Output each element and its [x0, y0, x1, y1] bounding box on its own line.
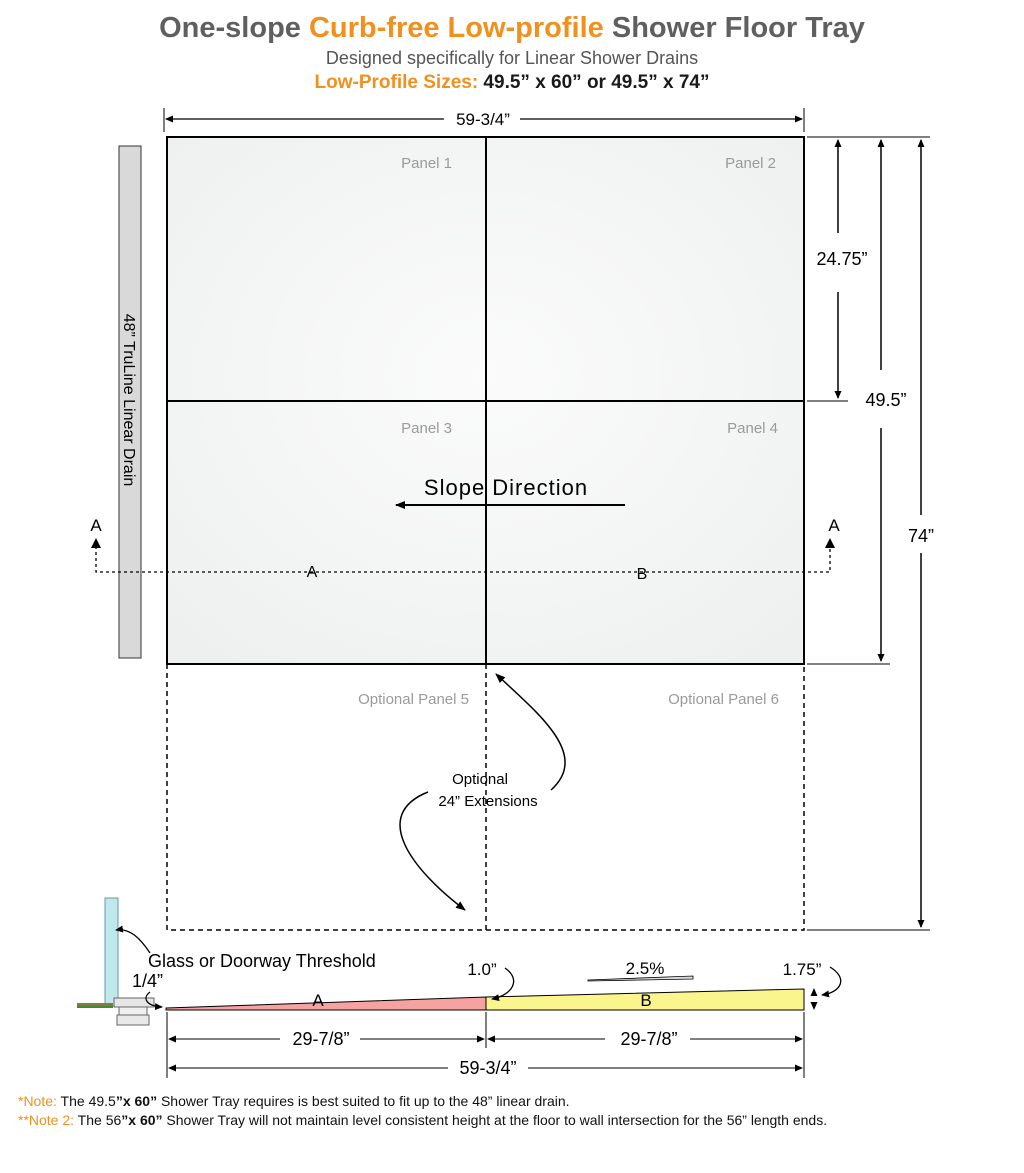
mid-height-label: 1.0” [467, 960, 497, 979]
drain-outlet [119, 1007, 147, 1015]
plan-section-a-label: A [306, 564, 318, 581]
optional-panel-5-label: Optional Panel 5 [358, 691, 469, 708]
half-width-right-label: 29-7/8” [620, 1029, 678, 1049]
page-title: One-slope Curb-free Low-profile Shower Floor Tray [159, 12, 865, 44]
tray-panels [167, 137, 804, 664]
cross-section [77, 898, 841, 1078]
note-1: *Note: The 49.5”x 60” Shower Tray requires is best suited to fit up to the 48” linear drain. [18, 1093, 570, 1109]
panel-depth-label: 24.75” [816, 249, 868, 269]
sizes-line: Low-Profile Sizes: 49.5” x 60” or 49.5” x 74” [314, 72, 710, 93]
half-width-left-label: 29-7/8” [292, 1029, 350, 1049]
left-height-label: 1/4” [132, 971, 164, 991]
glass-panel [105, 898, 118, 1006]
footnotes [18, 1092, 827, 1130]
plan-section-b-label: B [636, 566, 648, 583]
section-marker-left: A [90, 516, 102, 535]
panel-4-label: Panel 4 [727, 420, 778, 437]
page-subtitle: Designed specifically for Linear Shower Drains [325, 48, 699, 68]
threshold-strip [77, 1006, 113, 1008]
panel-2-label: Panel 2 [725, 155, 776, 172]
extensions-callout-line2: 24” Extensions [438, 793, 538, 810]
note-2: **Note 2: The 56”x 60” Shower Tray will not maintain level consistent height at the floor to wall intersection for the 56” length ends. [18, 1112, 828, 1128]
linear-drain-label: 48” TruLine Linear Drain [120, 313, 137, 487]
section-total-width-label: 59-3/4” [459, 1058, 517, 1078]
section-part-b: B [640, 991, 652, 1010]
wedge-a [166, 997, 486, 1010]
plan-width-dimension [164, 108, 804, 132]
panel-1-label: Panel 1 [401, 155, 452, 172]
panel-3-label: Panel 3 [401, 420, 452, 437]
right-height-label: 1.75” [782, 960, 822, 979]
slope-percent-label: 2.5% [625, 959, 665, 978]
extensions-callout-line1: Optional [452, 771, 508, 788]
drain-pipe [117, 1015, 149, 1025]
optional-panel-6-label: Optional Panel 6 [668, 691, 779, 708]
threshold-label: Glass or Doorway Threshold [148, 951, 376, 971]
tray-depth-label: 49.5” [865, 390, 907, 410]
plan-width-label: 59-3/4” [456, 110, 510, 129]
slope-direction-label: Slope Direction [423, 475, 589, 500]
total-depth-label: 74” [907, 526, 935, 546]
right-dimensions [807, 137, 934, 930]
section-marker-right: A [828, 516, 840, 535]
section-part-a: A [312, 991, 324, 1010]
